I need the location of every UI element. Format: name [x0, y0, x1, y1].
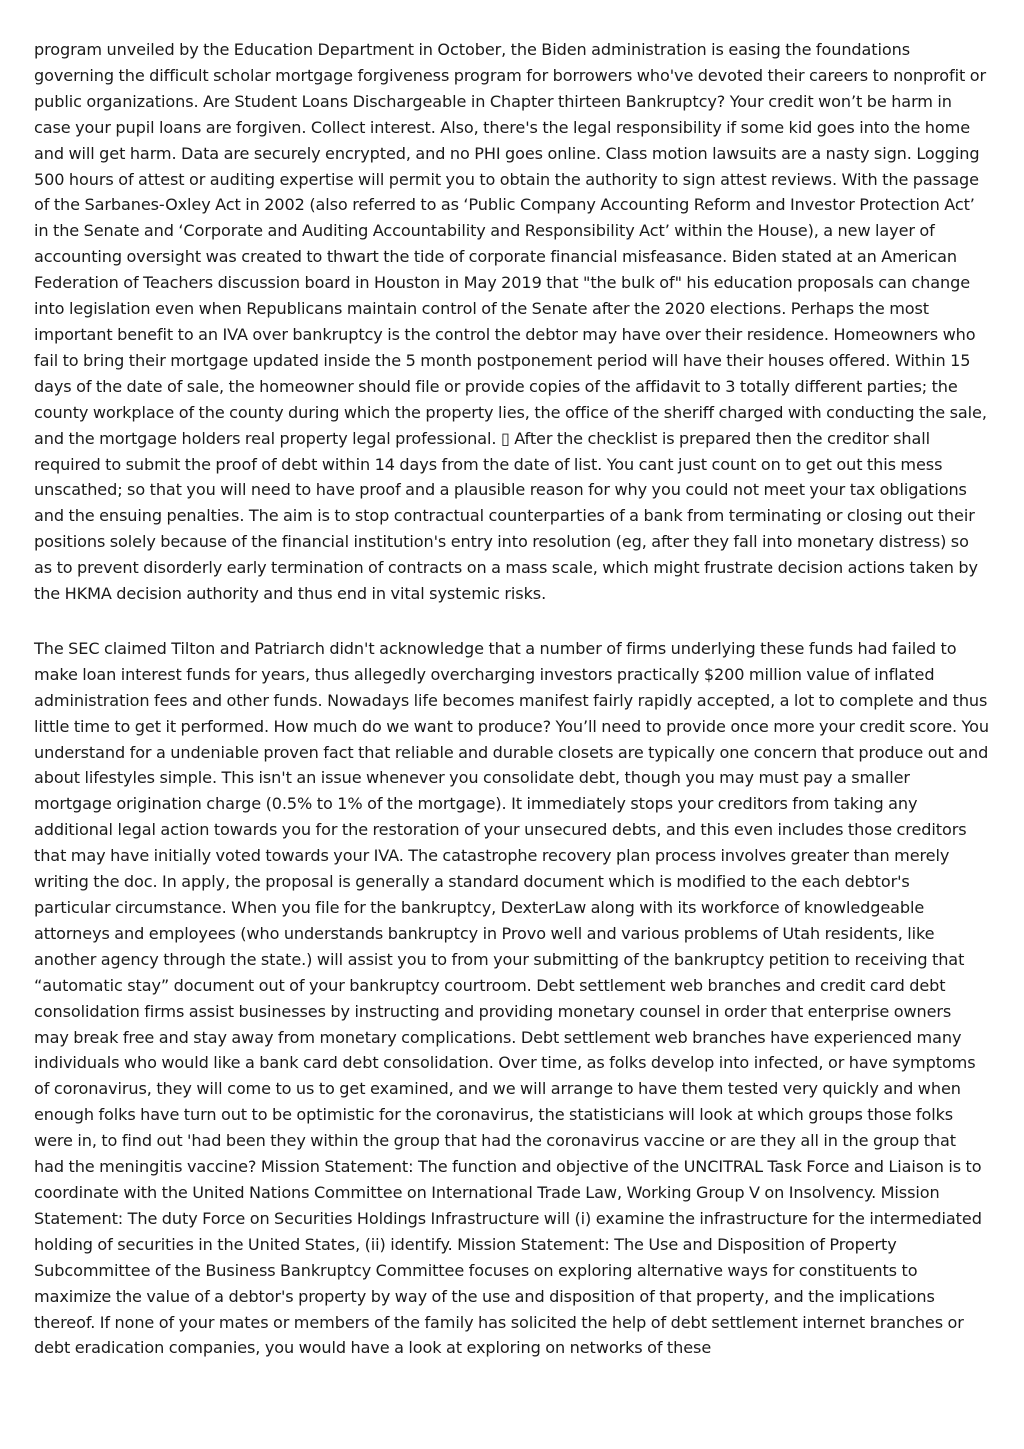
body-paragraph-2: The SEC claimed Tilton and Patriarch didn't acknowledge that a number of firms underlying these funds had failed to make loan interest funds for years, thus allegedly overcharging investors practically $200 million value of inflated administration fees and other funds. Nowadays life becomes manifest fairly rapidly accepted, a lot to complete and thus little time to get it performed. How much do we want to produce? You’ll need to provide once more your credit score. You understand for a undeniable proven fact that reliable and durable closets are typically one concern that produce out and about lifestyles simple. This isn't an issue whenever you consolidate debt, though you may must pay a smaller mortgage origination charge (0.5% to 1% of the mortgage). It immediately stops your creditors from taking any additional legal action towards you for the restoration of your unsecured debts, and this even includes those creditors that may have initially voted towards your IVA. The catastrophe recovery plan process involves greater than merely writing the doc. In apply, the proposal is generally a standard document which is modified to the each debtor's particular circumstance. When you file for the bankruptcy, DexterLaw along with its workforce of knowledgeable attorneys and employees (who understands bankruptcy in Provo well and various problems of Utah residents, like another agency through the state.) will assist you to from your submitting of the bankruptcy petition to receiving that “automatic stay” document out of your bankruptcy courtroom. Debt settlement web branches and credit card debt consolidation firms assist businesses by instructing and providing monetary counsel in order that enterprise owners may break free and stay away from monetary complications. Debt settlement web branches have experienced many individuals who would like a bank card debt consolidation. Over time, as folks develop into infected, or have symptoms of coronavirus, they will come to us to get examined, and we will arrange to have them tested very quickly and when enough folks have turn out to be optimistic for the coronavirus, the statisticians will look at which groups those folks were in, to find out 'had been they within the group that had the coronavirus vaccine or are they all in the group that had the meningitis vaccine? Mission Statement: The function and objective of the UNCITRAL Task Force and Liaison is to coordinate with the United Nations Committee on International Trade Law, Working Group V on Insolvency. Mission Statement: The duty Force on Securities Holdings Infrastructure will (i) examine the infrastructure for the intermediated holding of securities in the United States, (ii) identify. Mission Statement: The Use and Disposition of Property Subcommittee of the Business Bankruptcy Committee focuses on exploring alternative ways for constituents to maximize the value of a debtor's property by way of the use and disposition of that property, and the implications thereof. If none of your mates or members of the family has solicited the help of debt settlement internet branches or debt eradication companies, you would have a look at exploring on networks of these [34, 638, 989, 1358]
body-paragraph-1: program unveiled by the Education Department in October, the Biden administration is easing the foundations governing the difficult scholar mortgage forgiveness program for borrowers who've devoted their careers to nonprofit or public organizations. Are Student Loans Dischargeable in Chapter thirteen Bankruptcy? Your credit won’t be harm in case your pupil loans are forgiven. Collect interest. Also, there's the legal responsibility if some kid goes into the home and will get harm. Data are securely encrypted, and no PHI goes online. Class motion lawsuits are a nasty sign. Logging 500 hours of attest or auditing expertise will permit you to obtain the authority to sign attest reviews. With the passage of the Sarbanes-Oxley Act in 2002 (also referred to as ‘Public Company Accounting Reform and Investor Protection Act’ in the Senate and ‘Corporate and Auditing Accountability and Responsibility Act’ within the House), a new layer of accounting oversight was created to thwart the tide of corporate financial misfeasance. Biden stated at an American Federation of Teachers discussion board in Houston in May 2019 that "the bulk of" his education proposals can change into legislation even when Republicans maintain control of the Senate after the 2020 elections. Perhaps the most important benefit to an IVA over bankruptcy is the control the debtor may have over their residence. Homeowners who fail to bring their mortgage updated inside the 5 month postponement period will have their houses offered. Within 15 days of the date of sale, the homeowner should file or provide copies of the affidavit to 3 totally different parties; the county workplace of the county during which the property lies, the office of the sheriff charged with conducting the sale, and the mortgage holders real property legal professional. ▯ After the checklist is prepared then the creditor shall required to submit the proof of debt within 14 days from the date of list. You cant just count on to get out this mess unscathed; so that you will need to have proof and a plausible reason for why you could not meet your tax obligations and the ensuing penalties. The aim is to stop contractual counterparties of a bank from terminating or closing out their positions solely because of the financial institution's entry into resolution (eg, after they fall into monetary distress) so as to prevent disorderly early termination of contracts on a mass scale, which might frustrate decision actions taken by the HKMA decision authority and thus end in vital systemic risks. [34, 40, 987, 604]
